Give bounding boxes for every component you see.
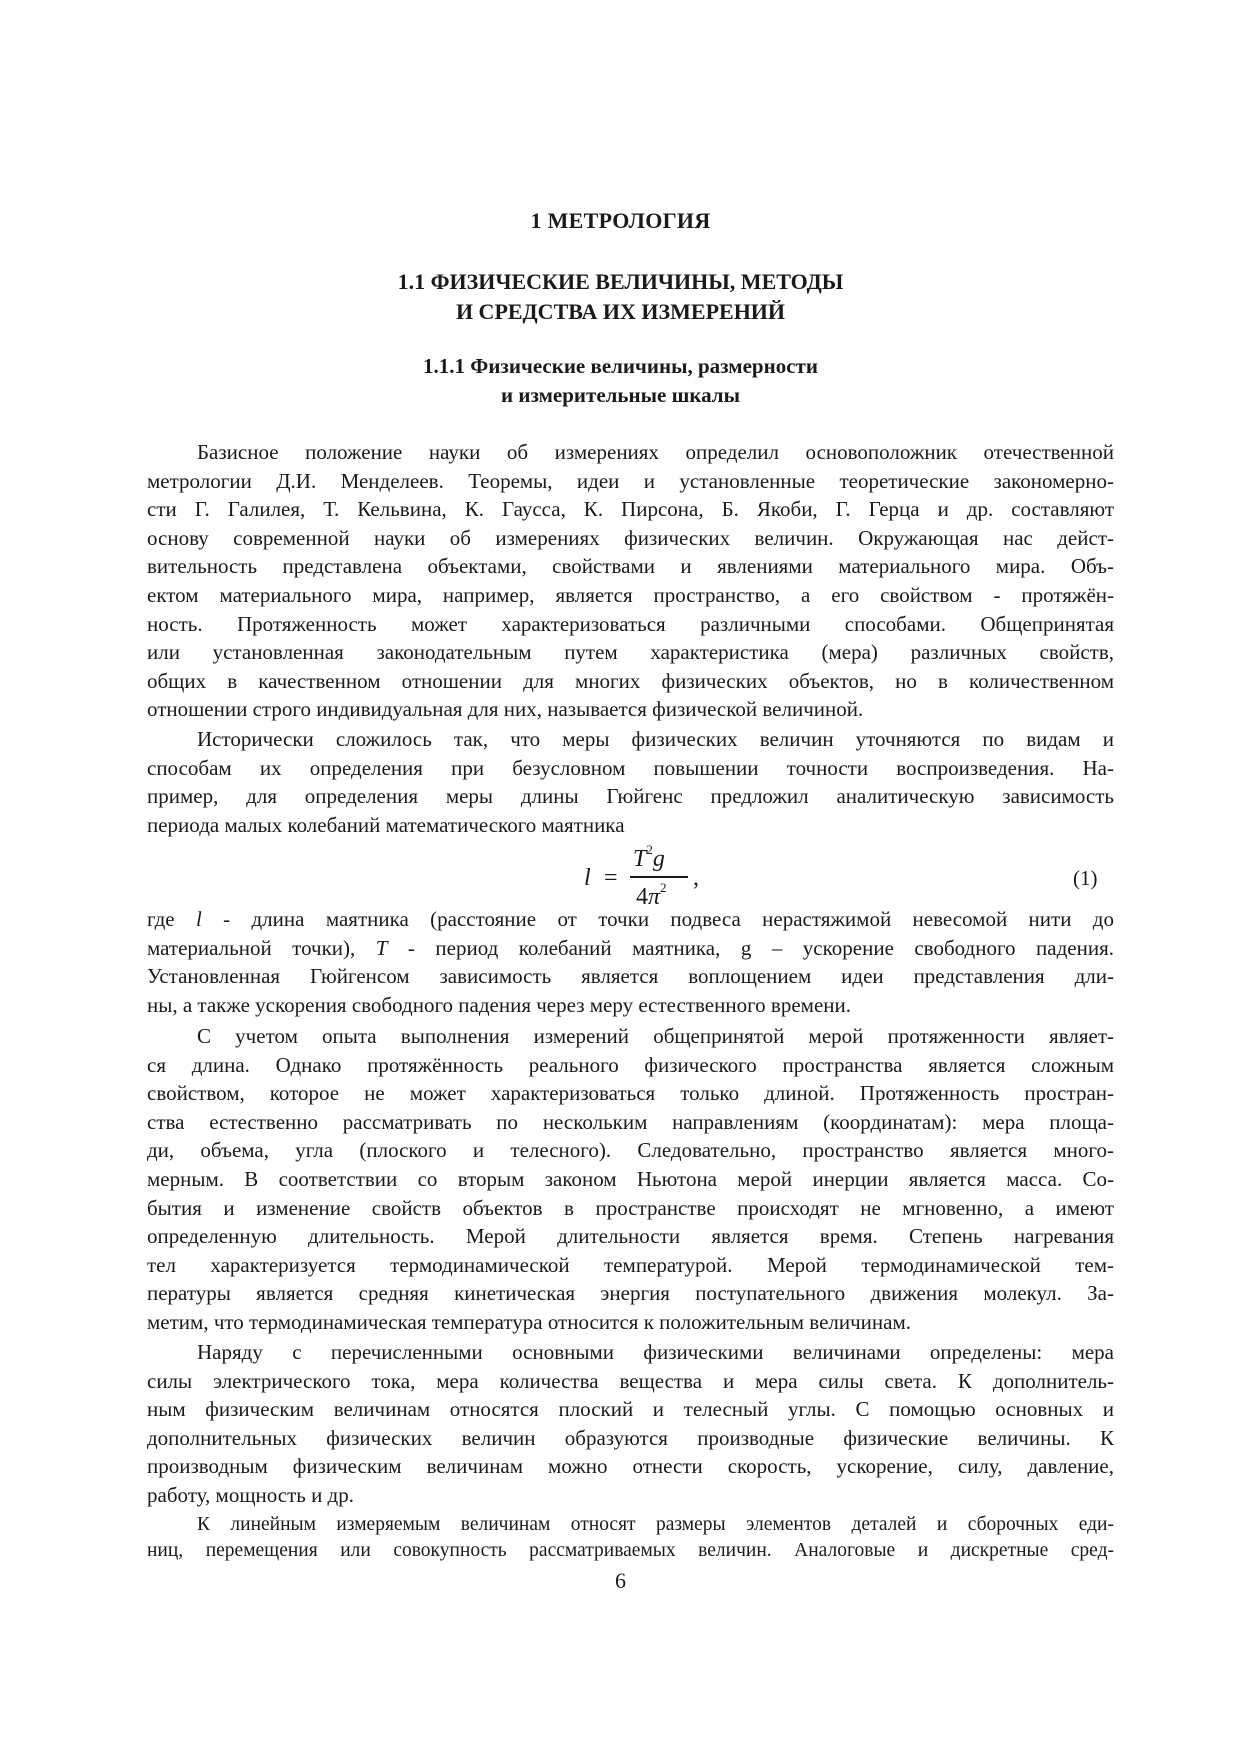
text-line: основу современной науки об измерениях физических величин. Окружающая нас дейст- — [147, 525, 1114, 550]
text-line: метрологии Д.И. Менделеев. Теоремы, идеи и установленные теоретические закономерно- — [147, 468, 1114, 493]
paragraph-4 — [147, 1022, 1114, 1337]
text-line: или установленная законодательным путем характеристика (мера) различных свойств, — [147, 640, 1114, 665]
text-line: ниц, перемещения или совокупность рассматриваемых величин. Аналоговые и дискретные сред- — [147, 1540, 1114, 1561]
text-line: определенную длительность. Мерой длительности является время. Степень нагревания — [147, 1224, 1114, 1249]
text-line: пературы является средняя кинетическая энергия поступательного движения молекул. За- — [147, 1281, 1114, 1306]
fraction-bar — [630, 876, 688, 878]
text-line: ектом материального мира, например, является пространство, а его свойством - протяжён- — [147, 582, 1114, 607]
section-title-line: И СРЕДСТВА ИХ ИЗМЕРЕНИЙ — [455, 299, 786, 324]
subsection-title-line: и измерительные шкалы — [501, 383, 740, 407]
paragraph-2 — [147, 725, 1114, 839]
text-line: бытия и изменение свойств объектов в пространстве происходят не мгновенно, а имеют — [147, 1195, 1114, 1220]
text-line: пример, для определения меры длины Гюйгенс предложил аналитическую зависимость — [147, 784, 1114, 809]
text-line: Наряду с перечисленными основными физическими величинами определены: мера — [197, 1340, 1114, 1364]
text-line: метим, что термодинамическая температура относится к положительным величинам. — [147, 1309, 912, 1334]
subsection-title-line: 1.1.1 Физические величины, размерности — [423, 354, 818, 378]
text-line: ным физическим величинам относятся плоский и телесный углы. С помощью основных и — [147, 1397, 1114, 1422]
equation-number: (1) — [1073, 866, 1098, 890]
text-line: К линейным измеряемым величинам относят размеры элементов деталей и сборочных еди- — [197, 1514, 1114, 1535]
text-line: ди, объема, угла (плоского и телесного). Следовательно, пространство является много- — [147, 1138, 1114, 1163]
text-line: силы электрического тока, мера количества вещества и мера силы света. К дополнитель- — [147, 1368, 1114, 1393]
text-line: Установленная Гюйгенсом зависимость является воплощением идеи представления дли- — [147, 964, 1114, 989]
formula-comma: , — [693, 865, 699, 891]
text-line: свойством, которое не может характеризоваться только длиной. Протяженность простран- — [147, 1081, 1114, 1106]
text-line: отношении строго индивидуальная для них, называется физической величиной. — [147, 697, 864, 722]
text-line: материальной точки), T - период колебаний маятника, g – ускорение свободного падения. — [147, 935, 1114, 960]
formula-lhs: l — [584, 865, 591, 891]
paragraph-1 — [147, 438, 1114, 724]
formula-equals: = — [604, 865, 618, 891]
text-line: вительность представлена объектами, свойствами и явлениями материального мира. Объ- — [147, 554, 1114, 579]
text-line: Исторически сложилось так, что меры физических величин уточняются по видам и — [197, 727, 1114, 751]
text-line: ся длина. Однако протяжённость реального физического пространства является сложным — [147, 1052, 1114, 1077]
text-line: способам их определения при безусловном повышении точности воспроизведения. На- — [147, 755, 1114, 780]
paragraph-3 — [147, 905, 1114, 1019]
text-line: где l - длина маятника (расстояние от точки подвеса нерастяжимой невесомой нити до — [147, 907, 1114, 931]
text-line: Базисное положение науки об измерениях определил основоположник отечественной — [197, 440, 1114, 464]
page-number: 6 — [615, 1568, 626, 1593]
section-title — [0, 267, 1241, 327]
text-line: тел характеризуется термодинамической температурой. Мерой термодинамической тем- — [147, 1252, 1114, 1277]
text-line: ства естественно рассматривать по нескольким направлениям (координатам): мера площа- — [147, 1109, 1114, 1134]
text-line: производным физическим величинам можно отнести скорость, ускорение, силу, давление, — [147, 1454, 1114, 1479]
text-line: ны, а также ускорения свободного падения через меру естественного времени. — [147, 992, 852, 1017]
text-line: работу, мощность и др. — [147, 1482, 354, 1507]
text-line: С учетом опыта выполнения измерений общепринятой мерой протяженности являет- — [197, 1024, 1114, 1048]
paragraph-5 — [147, 1338, 1114, 1510]
subsection-title — [0, 352, 1241, 410]
text-line: общих в качественном отношении для многих физических объектов, но в количественном — [147, 668, 1114, 693]
text-line: мерным. В соответствии со вторым законом Ньютона мерой инерции является масса. Со- — [147, 1166, 1114, 1191]
text-line: ность. Протяженность может характеризоваться различными способами. Общепринятая — [147, 611, 1114, 636]
text-line: дополнительных физических величин образуются производные физические величины. К — [147, 1425, 1114, 1450]
section-title-line: 1.1 ФИЗИЧЕСКИЕ ВЕЛИЧИНЫ, МЕТОДЫ — [397, 269, 844, 294]
chapter-title: 1 МЕТРОЛОГИЯ — [530, 208, 711, 233]
text-line: периода малых колебаний математического маятника — [147, 812, 625, 837]
formula-numerator: $T^2g$ — [633, 842, 665, 872]
formula-denominator: $4\pi^2$ — [636, 880, 667, 910]
paragraph-6 — [147, 1512, 1114, 1564]
text-line: сти Г. Галилея, Т. Кельвина, К. Гаусса, К. Пирсона, Б. Якоби, Г. Герца и др. составляют — [147, 497, 1114, 522]
